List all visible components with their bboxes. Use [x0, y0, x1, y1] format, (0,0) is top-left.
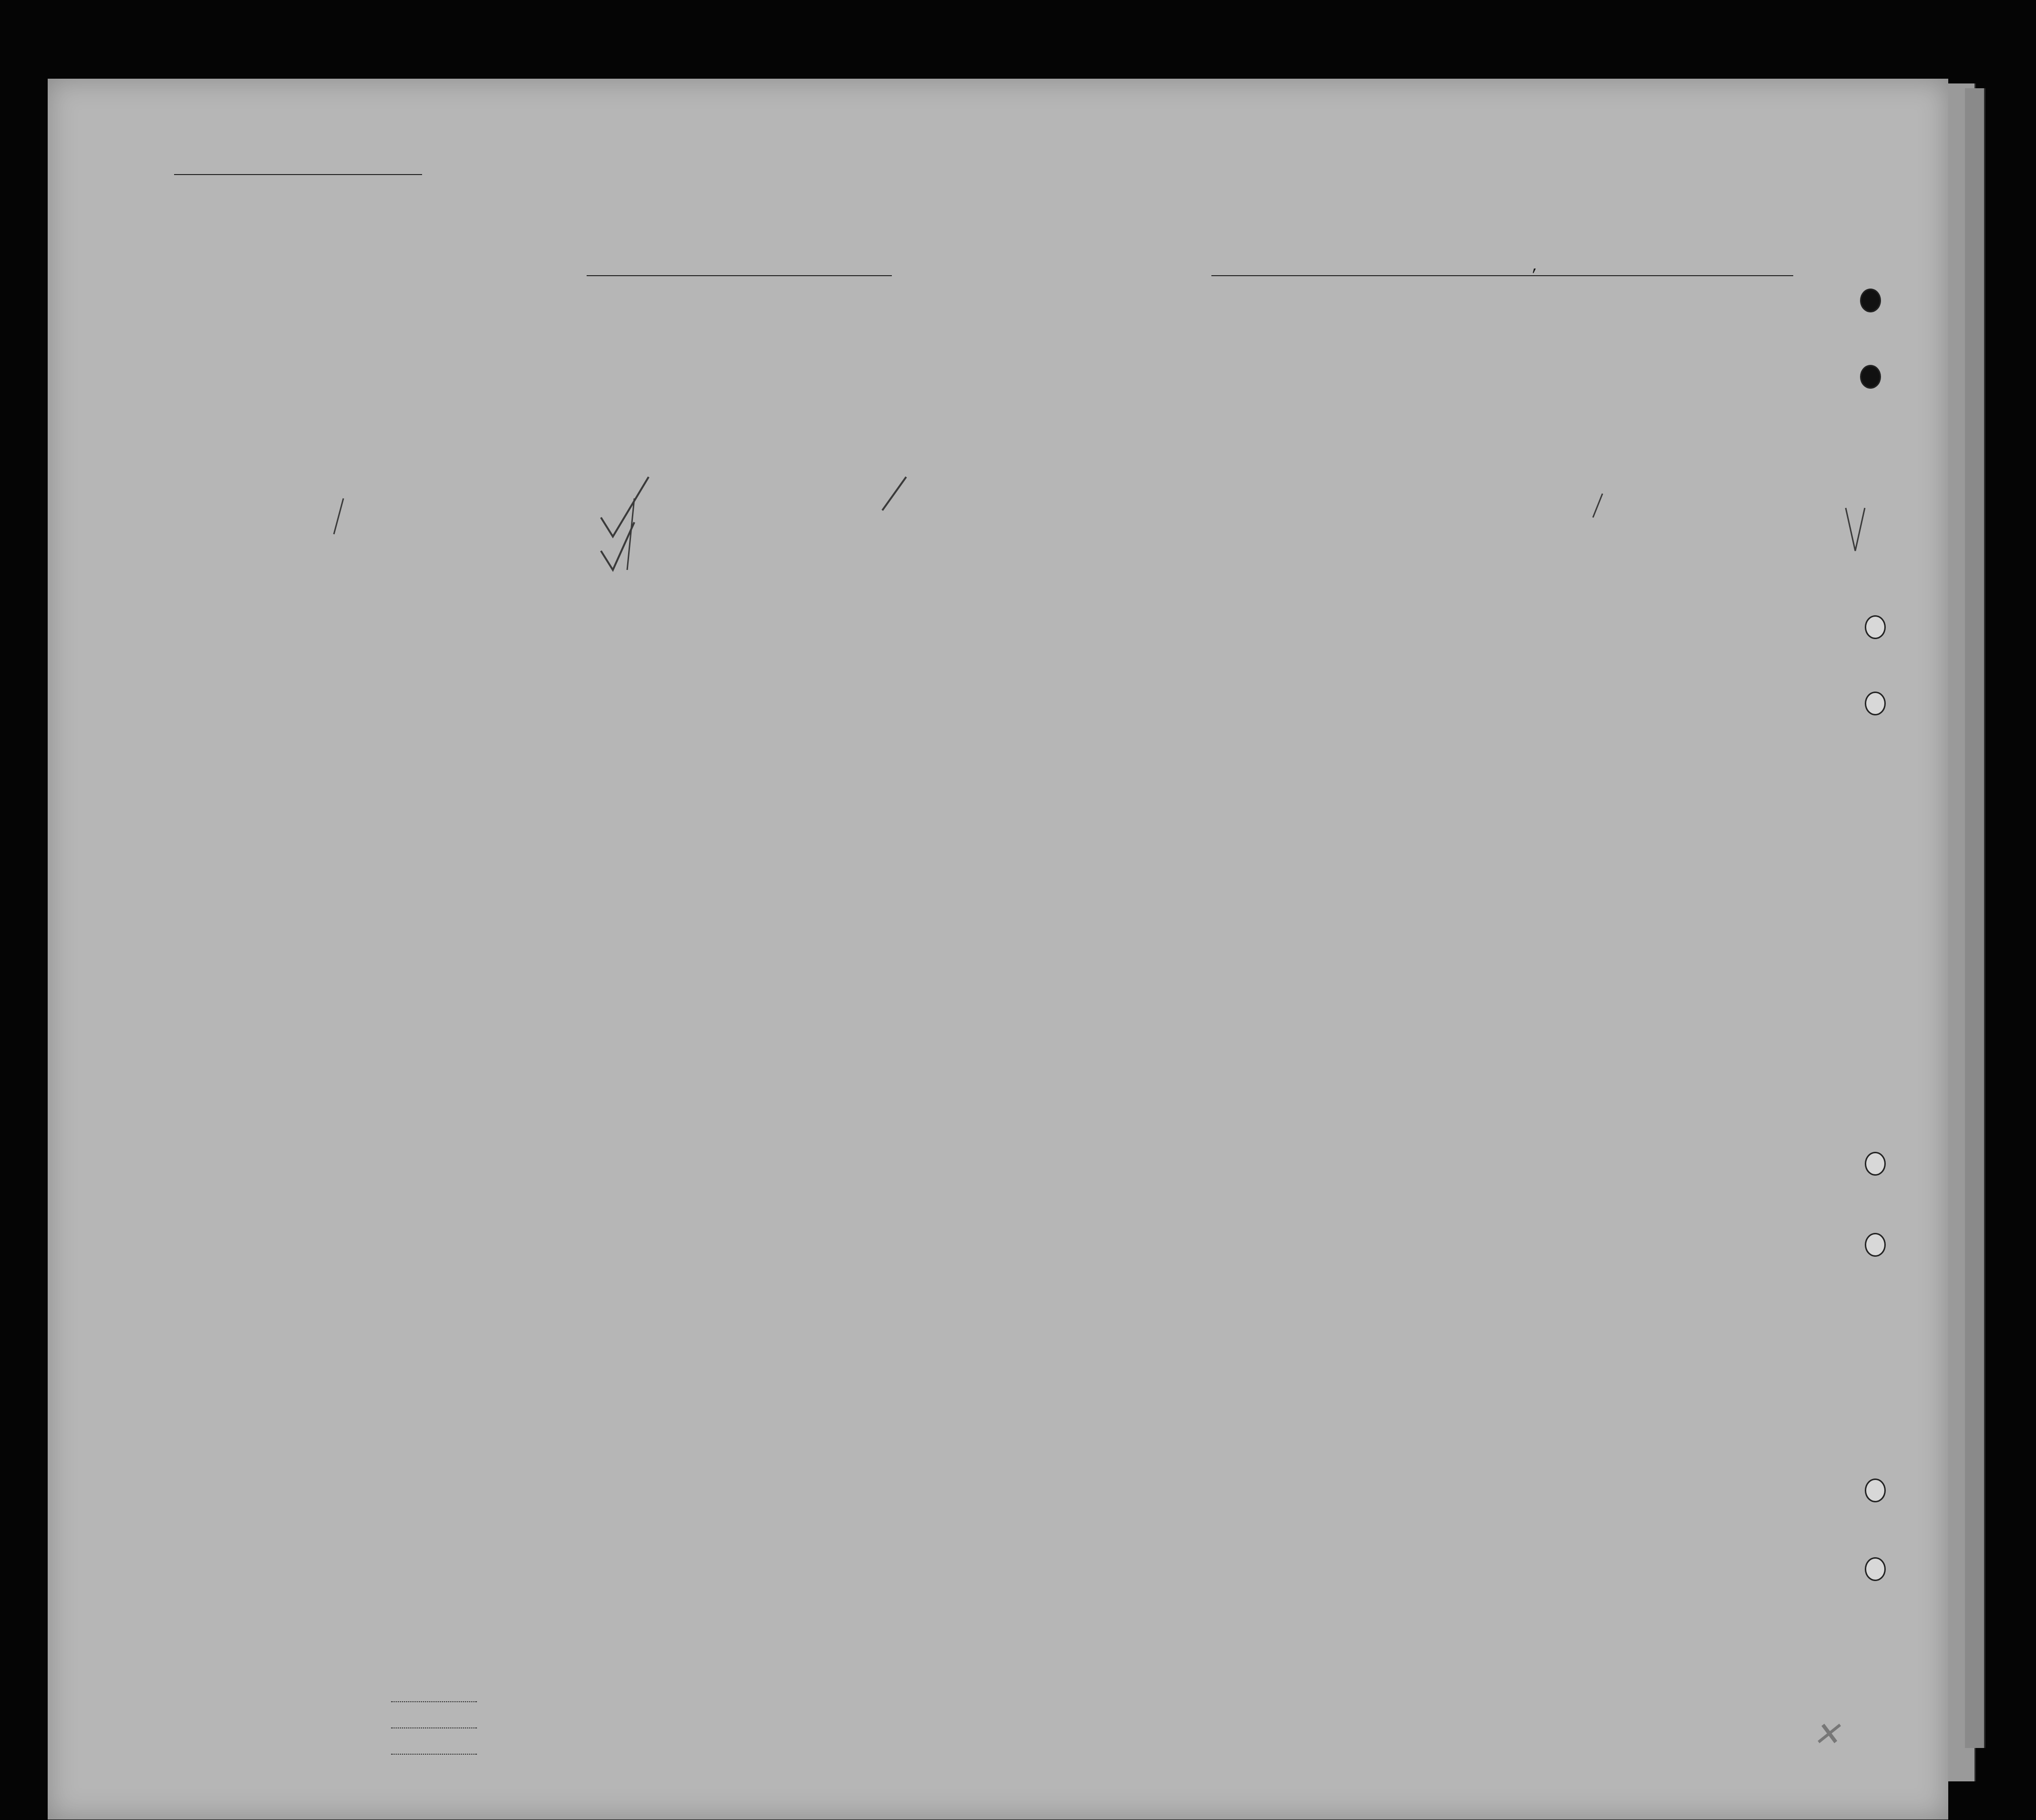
footer-line-1: [391, 1701, 477, 1702]
footer-line-3: [391, 1754, 477, 1755]
punch-hole: [1865, 1557, 1886, 1581]
sailing-date: ,: [1531, 259, 1540, 275]
check-marks: [48, 79, 1948, 1820]
manifest-sheet: [48, 79, 1948, 1820]
punch-hole: [1860, 365, 1881, 389]
punch-hole: [1865, 692, 1886, 715]
punch-hole: [1865, 1479, 1886, 1502]
punch-hole: [1860, 289, 1881, 312]
footer-line-2: [391, 1727, 477, 1728]
punch-hole: [1865, 615, 1886, 639]
page-stack-edge: [1965, 88, 1985, 1748]
punch-hole: [1865, 1233, 1886, 1257]
footer-x-mark: ✕: [1812, 1715, 1840, 1754]
punch-hole: [1865, 1152, 1886, 1176]
